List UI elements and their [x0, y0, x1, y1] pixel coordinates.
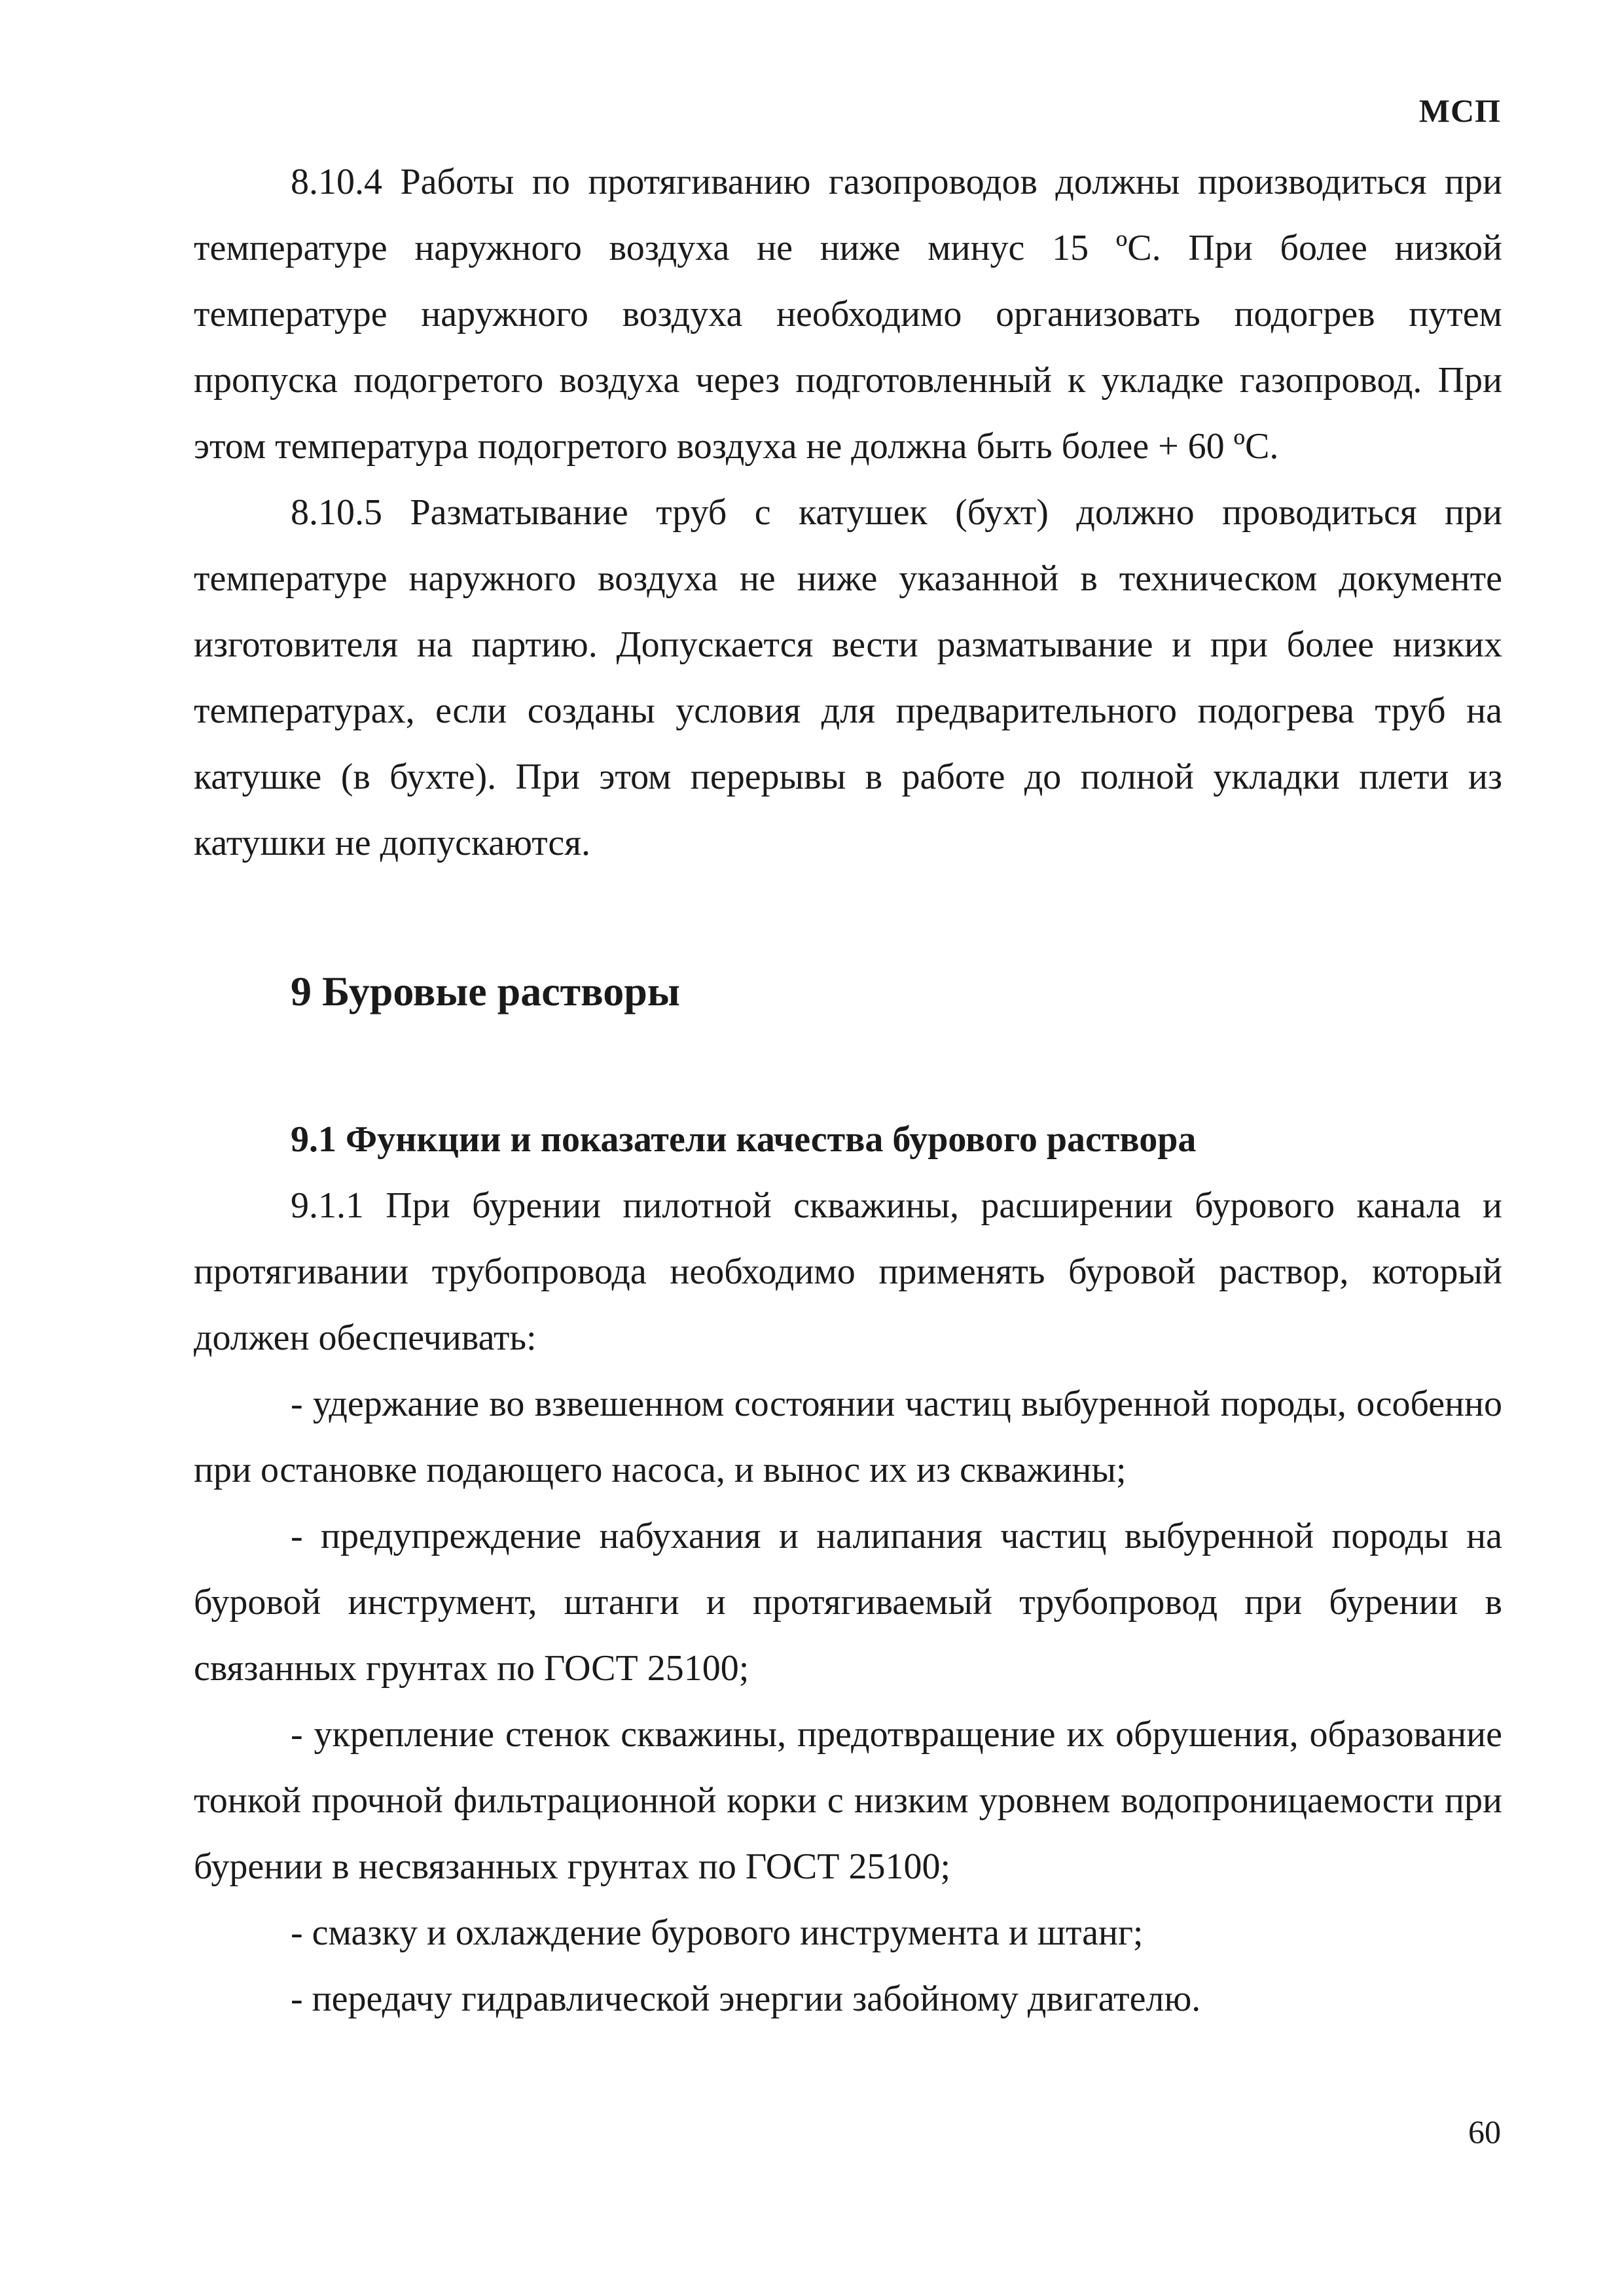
paragraph-8-10-4: 8.10.4 Работы по протягиванию газопроводов должны производиться при температуре наружного воздуха не ниже минус 15 ºС. При более низкой температуре наружного воздуха необходимо организовать подогрев путем пропуска подогретого воздуха через подготовленный к укладке газопровод. При этом температура подогретого воздуха не должна быть более + 60 ºС. — [194, 162, 1502, 467]
page-number: 60 — [1468, 2113, 1501, 2150]
list-item: - укрепление стенок скважины, предотвращение их обрушения, образование тонкой прочной фильтрационной корки с низким уровнем водопроницаемости при бурении в несвязанных грунтах по ГОСТ 25100; — [194, 1714, 1502, 1887]
list-item: - смазку и охлаждение бурового инструмента и штанг; — [291, 1912, 1144, 1953]
subsection-title: 9.1 Функции и показатели качества бурового раствора — [291, 1119, 1197, 1160]
page-content — [194, 149, 1502, 2032]
paragraph-9-1-1: 9.1.1 При бурении пилотной скважины, расширении бурового канала и протягивании трубопровода необходимо применять буровой раствор, который должен обеспечивать: — [194, 1185, 1502, 1358]
section-title: 9 Буровые растворы — [291, 968, 680, 1014]
document-code: МСП — [1418, 92, 1501, 129]
paragraph-8-10-5: 8.10.5 Разматывание труб с катушек (бухт) должно проводиться при температуре наружного воздуха не ниже указанной в техническом документе изготовителя на партию. Допускается вести разматывание и при более низких температурах, если созданы условия для предварительного подогрева труб на катушке (в бухте). При этом перерывы в работе до полной укладки плети из катушки не допускаются. — [194, 492, 1502, 863]
list-item: - передачу гидравлической энергии забойному двигателю. — [291, 1979, 1201, 2019]
list-item: - предупреждение набухания и налипания частиц выбуренной породы на буровой инструмент, штанги и протягиваемый трубопровод при бурении в связанных грунтах по ГОСТ 25100; — [194, 1516, 1502, 1689]
list-item: - удержание во взвешенном состоянии частиц выбуренной породы, особенно при остановке подающего насоса, и вынос их из скважины; — [194, 1384, 1502, 1490]
